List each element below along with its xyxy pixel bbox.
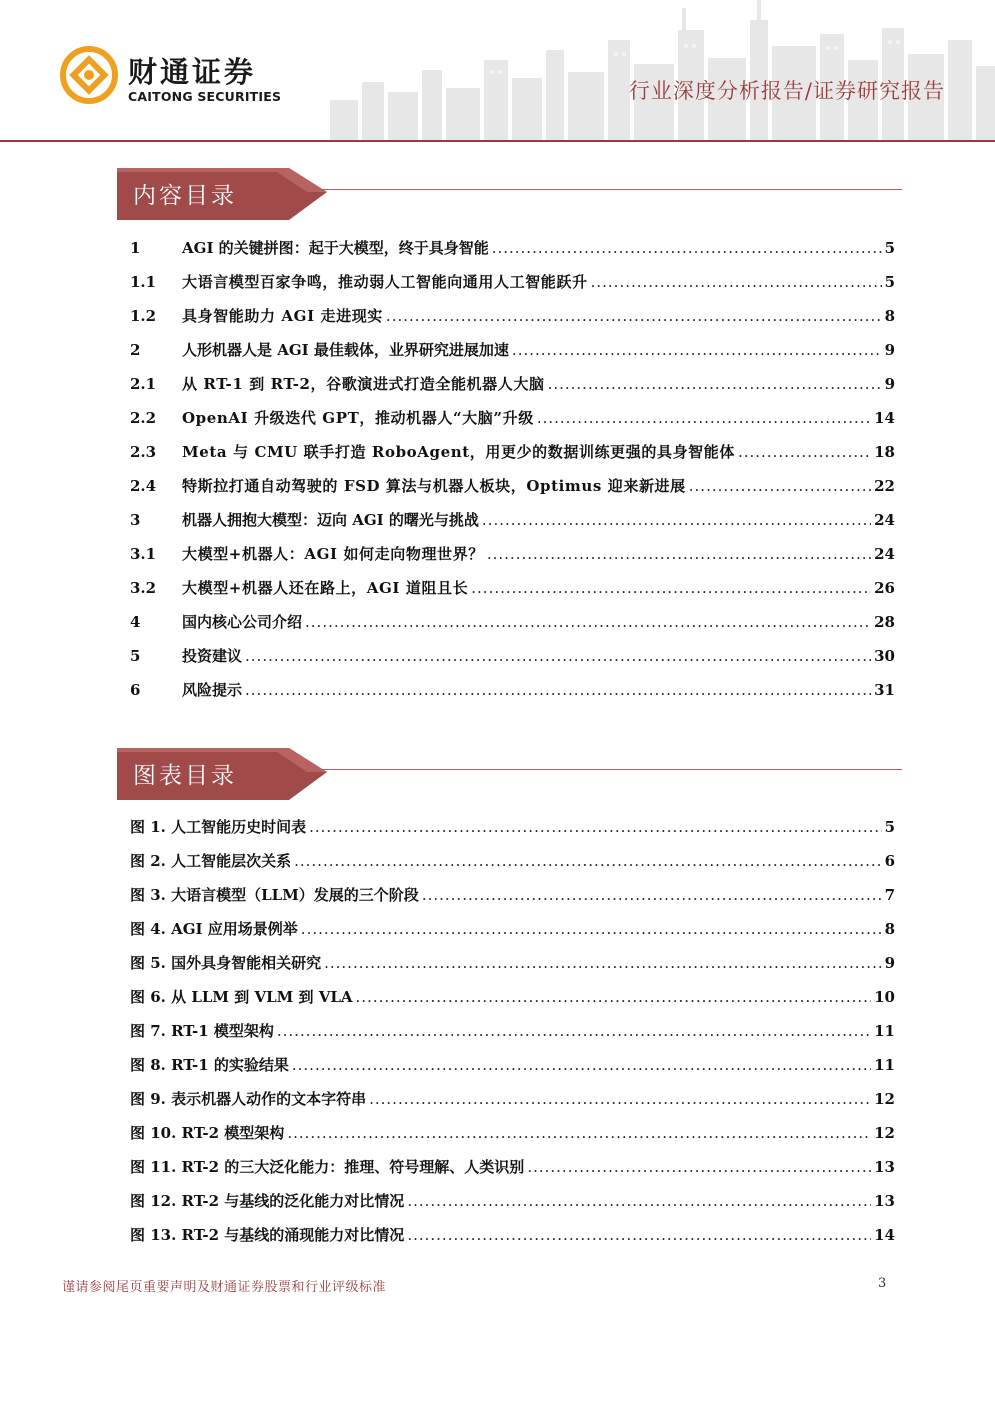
toc-item-page: 8	[884, 307, 895, 325]
toc-item-page: 9	[884, 375, 895, 393]
figure-item[interactable]	[130, 1184, 895, 1218]
toc-item-title: 风险提示	[182, 681, 243, 699]
toc-leader-dots	[422, 878, 882, 912]
figure-item[interactable]	[130, 1218, 895, 1252]
toc-item-title: 大语言模型百家争鸣，推动弱人工智能向通用人工智能跃升	[182, 273, 588, 291]
toc-leader-dots	[492, 231, 882, 265]
contents-title: 内容目录	[133, 183, 237, 209]
figure-item-page: 11	[874, 1022, 895, 1040]
toc-item-page: 5	[884, 273, 895, 291]
toc-item[interactable]	[130, 469, 895, 503]
toc-item-number: 4	[130, 613, 141, 631]
figure-item[interactable]	[130, 844, 895, 878]
toc-item-title: 人形机器人是 AGI 最佳载体，业界研究进展加速	[182, 341, 509, 359]
toc-leader-dots	[301, 912, 882, 946]
toc-item[interactable]	[130, 231, 895, 265]
toc-item[interactable]	[130, 605, 895, 639]
figure-item-title: 图 4. AGI 应用场景例举	[130, 920, 298, 938]
figure-item[interactable]	[130, 912, 895, 946]
contents-section-header	[117, 168, 902, 220]
contents-title-rule	[322, 189, 902, 190]
toc-item-number: 2	[130, 341, 141, 359]
toc-item[interactable]	[130, 639, 895, 673]
toc-leader-dots	[305, 605, 871, 639]
toc-item-title: Meta 与 CMU 联手打造 RoboAgent，用更少的数据训练更强的具身智能体	[182, 443, 735, 461]
figure-item-page: 7	[884, 886, 895, 904]
toc-item[interactable]	[130, 265, 895, 299]
toc-item-title: OpenAI 升级迭代 GPT，推动机器人“大脑”升级	[182, 409, 534, 427]
toc-leader-dots	[689, 469, 871, 503]
toc-item-title: 特斯拉打通自动驾驶的 FSD 算法与机器人板块，Optimus 迎来新进展	[182, 477, 686, 495]
figure-item-page: 11	[874, 1056, 895, 1074]
toc-item-page: 28	[874, 613, 895, 631]
toc-item-page: 30	[874, 647, 895, 665]
figure-item-page: 12	[874, 1124, 895, 1142]
toc-item-page: 22	[874, 477, 895, 495]
toc-leader-dots	[738, 435, 871, 469]
figures-section-header	[117, 748, 902, 800]
company-name-en: CAITONG SECURITIES	[128, 89, 282, 104]
figure-item[interactable]	[130, 1082, 895, 1116]
toc-leader-dots	[537, 401, 871, 435]
toc-leader-dots	[292, 1048, 871, 1082]
figure-item-page: 13	[874, 1192, 895, 1210]
figure-item[interactable]	[130, 810, 895, 844]
figure-item-title: 图 12. RT-2 与基线的泛化能力对比情况	[130, 1192, 405, 1210]
toc-item[interactable]	[130, 333, 895, 367]
toc-item-title: 大模型+机器人：AGI 如何走向物理世界？	[182, 545, 484, 563]
figure-item[interactable]	[130, 1150, 895, 1184]
toc-item-title: 国内核心公司介绍	[182, 613, 303, 631]
disclaimer-note: 谨请参阅尾页重要声明及财通证券股票和行业评级标准	[62, 1280, 387, 1295]
toc-item-number: 2.1	[130, 375, 157, 393]
toc-item[interactable]	[130, 503, 895, 537]
figure-item[interactable]	[130, 946, 895, 980]
toc-leader-dots	[512, 333, 882, 367]
figure-item-title: 图 8. RT-1 的实验结果	[130, 1056, 289, 1074]
page-number: 3	[878, 1276, 887, 1291]
toc-item[interactable]	[130, 435, 895, 469]
figure-item-title: 图 7. RT-1 模型架构	[130, 1022, 274, 1040]
figure-item-page: 14	[874, 1226, 895, 1244]
toc-item-title: 大模型+机器人还在路上，AGI 道阻且长	[182, 579, 469, 597]
figure-item-title: 图 1. 人工智能历史时间表	[130, 818, 307, 836]
toc-leader-dots	[548, 367, 882, 401]
figure-item-page: 12	[874, 1090, 895, 1108]
toc-leader-dots	[369, 1082, 871, 1116]
toc-item-number: 5	[130, 647, 141, 665]
toc-item-title: AGI 的关键拼图：起于大模型，终于具身智能	[182, 239, 489, 257]
toc-item-number: 3	[130, 511, 141, 529]
toc-item-number: 3.2	[130, 579, 157, 597]
contents-list	[130, 231, 895, 707]
toc-item-number: 2.2	[130, 409, 157, 427]
toc-leader-dots	[407, 1184, 871, 1218]
toc-leader-dots	[324, 946, 881, 980]
toc-item[interactable]	[130, 537, 895, 571]
figure-item[interactable]	[130, 1014, 895, 1048]
figure-item[interactable]	[130, 980, 895, 1014]
toc-item-number: 1	[130, 239, 141, 257]
toc-item-page: 26	[874, 579, 895, 597]
figures-banner	[117, 748, 329, 800]
figure-item-page: 5	[884, 818, 895, 836]
toc-item-page: 14	[874, 409, 895, 427]
figure-item-title: 图 6. 从 LLM 到 VLM 到 VLA	[130, 988, 353, 1006]
toc-item-page: 9	[884, 341, 895, 359]
figure-item-title: 图 11. RT-2 的三大泛化能力：推理、符号理解、人类识别	[130, 1158, 525, 1176]
toc-item-title: 机器人拥抱大模型：迈向 AGI 的曙光与挑战	[182, 511, 479, 529]
figure-item-page: 9	[884, 954, 895, 972]
figure-item-page: 6	[884, 852, 895, 870]
toc-item-page: 18	[874, 443, 895, 461]
company-name-cn: 财通证券	[128, 55, 257, 89]
contents-banner	[117, 168, 329, 220]
toc-item-title: 从 RT-1 到 RT-2，谷歌演进式打造全能机器人大脑	[182, 375, 545, 393]
toc-item-number: 1.2	[130, 307, 157, 325]
toc-item-title: 具身智能助力 AGI 走进现实	[182, 307, 383, 325]
toc-leader-dots	[294, 844, 881, 878]
page-header	[0, 0, 995, 142]
toc-leader-dots	[277, 1014, 871, 1048]
figures-title-rule	[322, 769, 902, 770]
toc-item-number: 6	[130, 681, 141, 699]
toc-leader-dots	[482, 503, 871, 537]
figures-title: 图表目录	[133, 763, 237, 789]
toc-item-page: 5	[884, 239, 895, 257]
figure-item[interactable]	[130, 878, 895, 912]
toc-item-number: 2.4	[130, 477, 157, 495]
figure-item-page: 10	[874, 988, 895, 1006]
city-skyline-illustration	[330, 0, 995, 140]
toc-item-title: 投资建议	[182, 647, 243, 665]
figure-item-page: 8	[884, 920, 895, 938]
toc-leader-dots	[487, 537, 871, 571]
toc-leader-dots	[356, 980, 872, 1014]
figure-item-title: 图 2. 人工智能层次关系	[130, 852, 292, 870]
toc-item[interactable]	[130, 673, 895, 707]
toc-item-page: 31	[874, 681, 895, 699]
toc-item-number: 2.3	[130, 443, 157, 461]
company-logo-icon	[60, 46, 118, 104]
toc-item[interactable]	[130, 299, 895, 333]
header-divider	[0, 140, 995, 142]
toc-leader-dots	[245, 673, 871, 707]
figure-item-title: 图 13. RT-2 与基线的涌现能力对比情况	[130, 1226, 405, 1244]
figures-list	[130, 810, 895, 1252]
toc-leader-dots	[591, 265, 882, 299]
figure-item-title: 图 5. 国外具身智能相关研究	[130, 954, 322, 972]
toc-leader-dots	[386, 299, 882, 333]
figure-item-title: 图 9. 表示机器人动作的文本字符串	[130, 1090, 367, 1108]
toc-leader-dots	[527, 1150, 871, 1184]
toc-item-page: 24	[874, 545, 895, 563]
toc-leader-dots	[309, 810, 881, 844]
toc-item-number: 1.1	[130, 273, 157, 291]
figure-item[interactable]	[130, 1048, 895, 1082]
document-type: 行业深度分析报告/证券研究报告	[628, 79, 945, 103]
toc-item[interactable]	[130, 571, 895, 605]
figure-item[interactable]	[130, 1116, 895, 1150]
toc-leader-dots	[471, 571, 871, 605]
toc-item-number: 3.1	[130, 545, 157, 563]
toc-leader-dots	[287, 1116, 871, 1150]
figure-item-title: 图 3. 大语言模型（LLM）发展的三个阶段	[130, 886, 419, 904]
toc-item-page: 24	[874, 511, 895, 529]
toc-item[interactable]	[130, 401, 895, 435]
toc-item[interactable]	[130, 367, 895, 401]
figure-item-title: 图 10. RT-2 模型架构	[130, 1124, 285, 1142]
toc-leader-dots	[407, 1218, 871, 1252]
figure-item-page: 13	[874, 1158, 895, 1176]
toc-leader-dots	[245, 639, 871, 673]
